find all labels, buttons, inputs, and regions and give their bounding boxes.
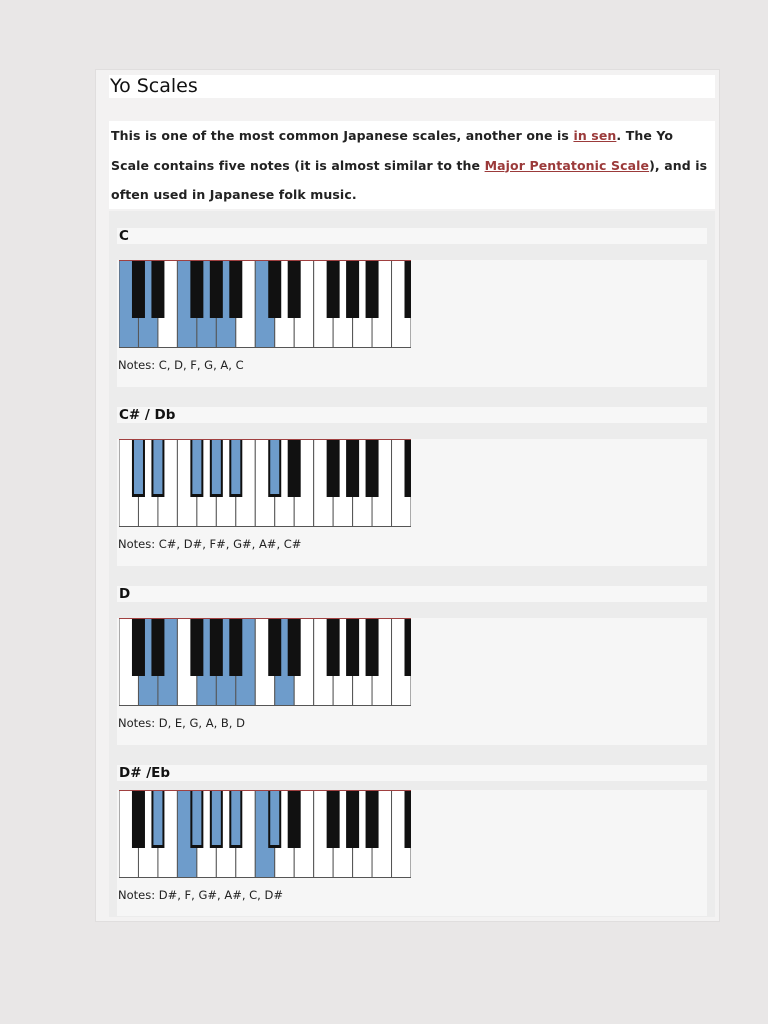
black-key: [210, 261, 222, 318]
black-key: [405, 440, 411, 497]
black-key-highlight: [270, 440, 279, 494]
scale-section-dsharp: [117, 790, 707, 916]
black-key: [366, 261, 378, 318]
intro-text-3: ), and is often used in Japanese folk music.: [111, 157, 708, 202]
scale-section-c: [117, 260, 707, 387]
black-key: [269, 619, 281, 676]
scales-panel: [109, 211, 715, 917]
page-title: Yo Scales: [110, 75, 198, 97]
scale-header-dsharp: D# /Eb: [117, 765, 707, 781]
black-key: [327, 791, 339, 848]
black-key: [152, 261, 164, 318]
black-key: [230, 261, 242, 318]
black-key: [191, 619, 203, 676]
black-key-highlight: [212, 440, 221, 494]
black-key: [327, 619, 339, 676]
scale-section-d: [117, 618, 707, 745]
black-key: [327, 261, 339, 318]
black-key: [405, 261, 411, 318]
black-key: [152, 619, 164, 676]
black-key-highlight: [192, 440, 201, 494]
notes-csharp: Notes: C#, D#, F#, G#, A#, C#: [118, 537, 302, 551]
black-key: [288, 619, 300, 676]
black-key-highlight: [212, 791, 221, 845]
scale-section-csharp: [117, 439, 707, 566]
keyboard-c: [119, 260, 411, 348]
black-key: [347, 261, 359, 318]
black-key: [191, 261, 203, 318]
keyboard-d: [119, 618, 411, 706]
black-key-highlight: [231, 791, 240, 845]
black-key: [288, 261, 300, 318]
page-card: [95, 69, 720, 922]
intro-text-2: . The Yo Scale contains five notes (it is almost similar to the: [111, 128, 674, 173]
black-key: [405, 791, 411, 848]
black-key: [288, 440, 300, 497]
notes-c: Notes: C, D, F, G, A, C: [118, 358, 244, 372]
black-key-highlight: [134, 440, 143, 494]
notes-dsharp: Notes: D#, F, G#, A#, C, D#: [118, 888, 283, 902]
scale-header-c: C: [117, 228, 707, 244]
intro-paragraph: [111, 121, 711, 210]
black-key: [347, 440, 359, 497]
black-key: [366, 440, 378, 497]
in-sen-link[interactable]: in sen: [573, 128, 617, 143]
keyboard-dsharp: [119, 790, 411, 878]
black-key: [405, 619, 411, 676]
black-key: [269, 261, 281, 318]
black-key: [132, 791, 144, 848]
black-key: [230, 619, 242, 676]
black-key-highlight: [270, 791, 279, 845]
major-pentatonic-link[interactable]: Major Pentatonic Scale: [484, 157, 650, 173]
black-key: [366, 619, 378, 676]
black-key: [327, 440, 339, 497]
black-key-highlight: [153, 791, 162, 845]
title-bar: [109, 75, 715, 98]
black-key: [132, 261, 144, 318]
black-key: [366, 791, 378, 848]
black-key: [347, 791, 359, 848]
black-key: [132, 619, 144, 676]
black-key-highlight: [231, 440, 240, 494]
black-key: [288, 791, 300, 848]
intro-text-1: This is one of the most common Japanese scales, another one is: [111, 128, 574, 143]
black-key: [347, 619, 359, 676]
black-key: [210, 619, 222, 676]
scale-header-d: D: [117, 586, 707, 602]
intro-section: [109, 121, 715, 209]
keyboard-csharp: [119, 439, 411, 527]
notes-d: Notes: D, E, G, A, B, D: [118, 716, 245, 730]
scale-header-csharp: C# / Db: [117, 407, 707, 423]
black-key-highlight: [153, 440, 162, 494]
black-key-highlight: [192, 791, 201, 845]
